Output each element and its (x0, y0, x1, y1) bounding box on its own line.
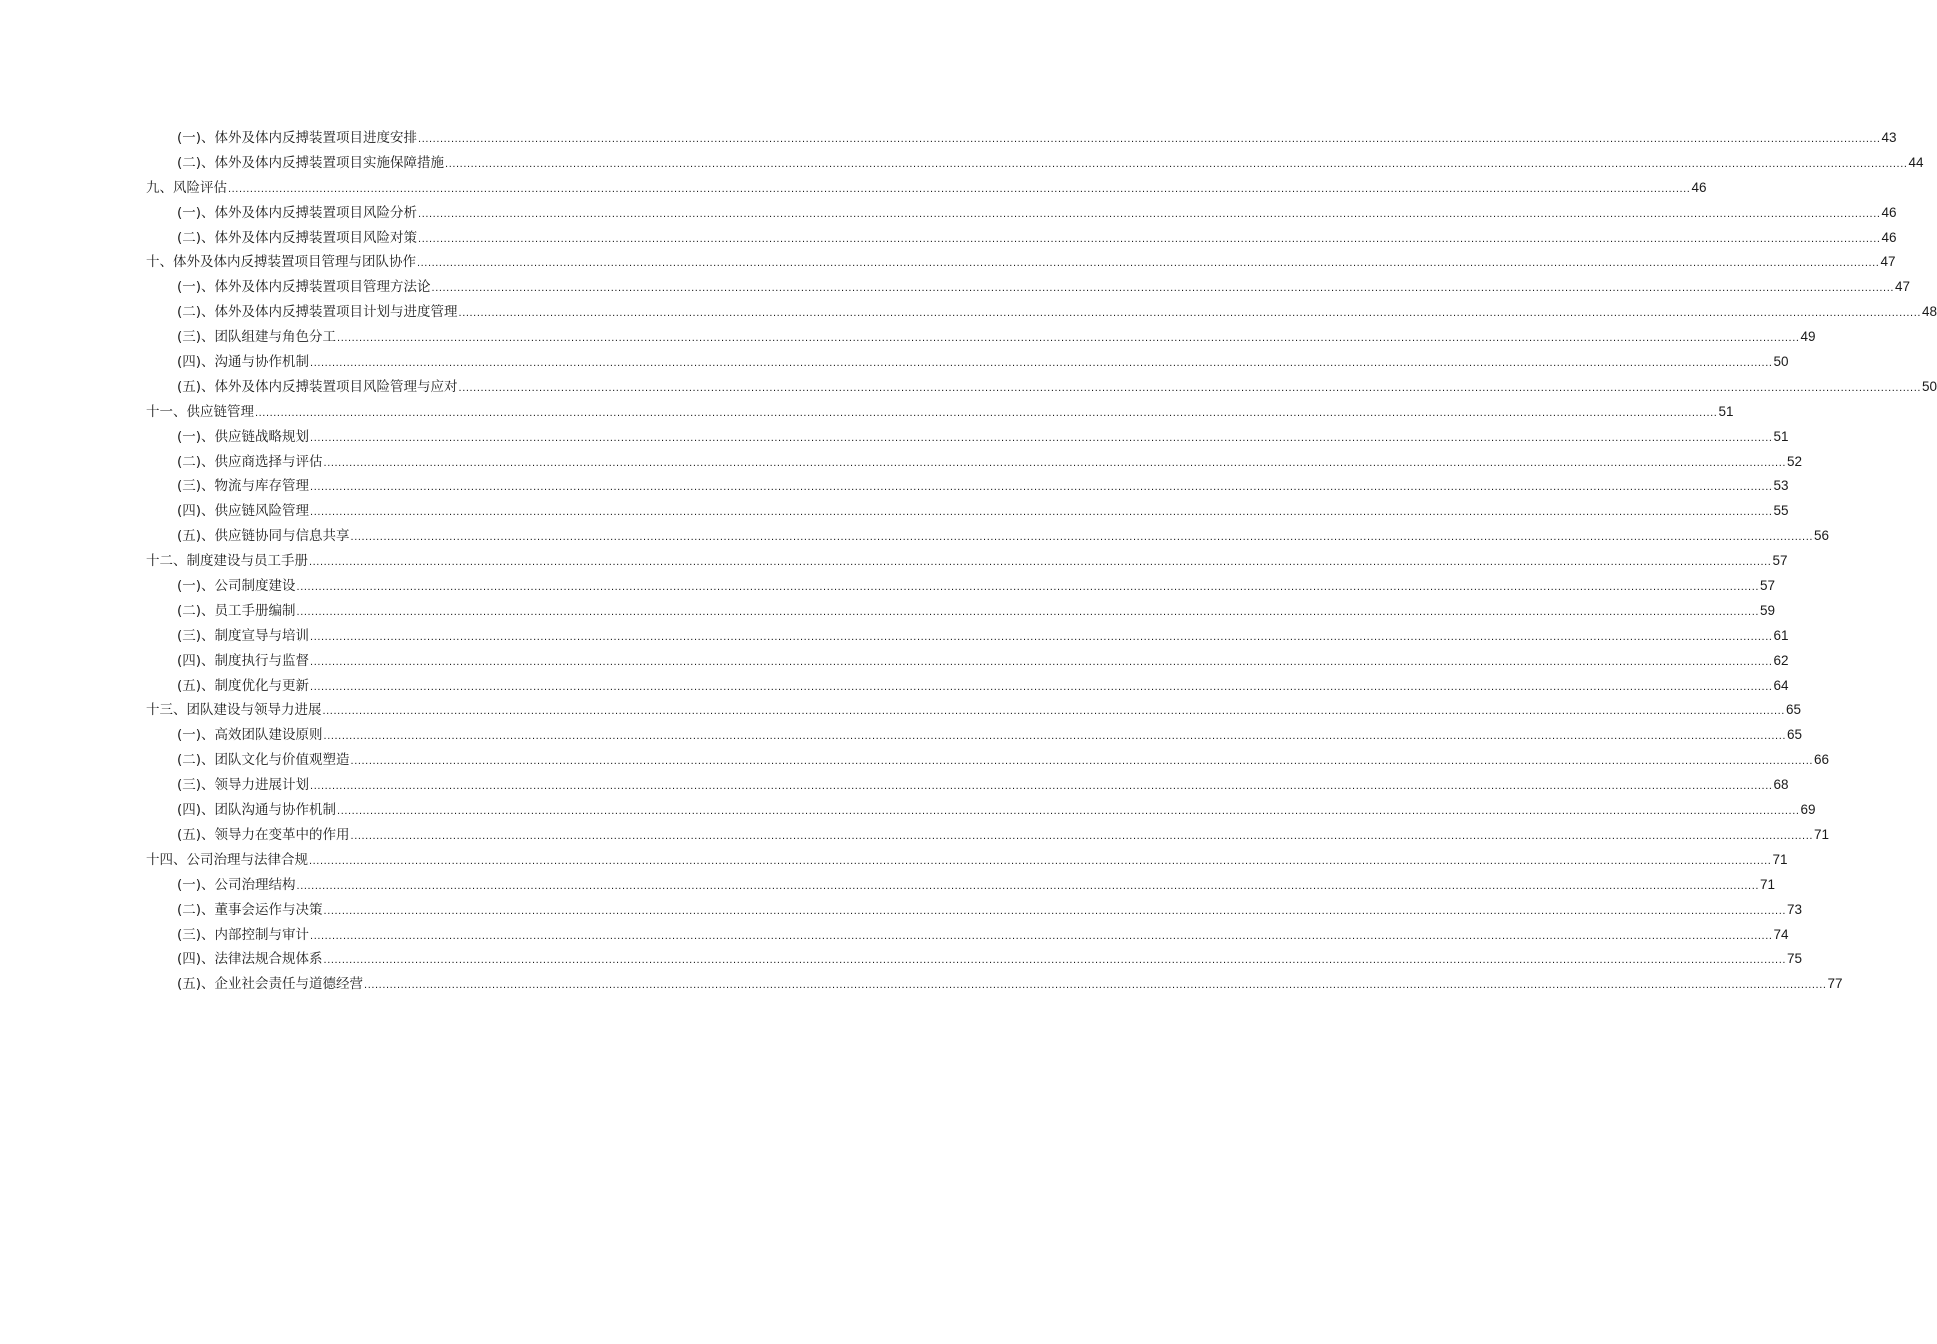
toc-entry-title: (一)、公司制度建设 (177, 578, 296, 595)
toc-dot-leader: ................................................................................................................................................................................................................................................................................................................................................................................................................ (322, 705, 1785, 718)
toc-page-number: 48 (1922, 304, 1937, 320)
toc-page-number: 59 (1760, 602, 1776, 618)
toc-entry-title: (五)、制度优化与更新 (177, 677, 310, 694)
toc-page-number: 65 (1785, 702, 1801, 718)
toc-chapter-entry[interactable] (146, 549, 1788, 574)
toc-page-number: 47 (1880, 254, 1896, 270)
toc-page-number: 65 (1787, 727, 1803, 743)
toc-dot-leader: ................................................................................................................................................................................................................................................................................................................................................................................................................ (310, 655, 1773, 668)
toc-chapter-entry[interactable] (146, 400, 1734, 425)
toc-page-number: 46 (1881, 204, 1897, 220)
toc-entry-title: (三)、内部控制与审计 (177, 926, 310, 943)
toc-chapter-entry[interactable] (146, 698, 1801, 723)
table-of-contents (146, 126, 1937, 997)
toc-page-number: 57 (1772, 553, 1788, 569)
toc-dot-leader: ................................................................................................................................................................................................................................................................................................................................................................................................................ (337, 332, 1800, 345)
toc-section-entry[interactable] (146, 474, 1789, 499)
toc-dot-leader: ................................................................................................................................................................................................................................................................................................................................................................................................................ (296, 581, 1760, 594)
toc-entry-title: (五)、企业社会责任与道德经营 (177, 976, 364, 993)
toc-page-number: 46 (1691, 179, 1707, 195)
toc-section-entry[interactable] (146, 798, 1816, 823)
toc-entry-title: (二)、供应商选择与评估 (177, 453, 323, 470)
toc-dot-leader: ................................................................................................................................................................................................................................................................................................................................................................................................................ (418, 232, 1881, 245)
toc-page-number: 64 (1773, 677, 1789, 693)
toc-dot-leader: ................................................................................................................................................................................................................................................................................................................................................................................................................ (323, 954, 1787, 967)
toc-page-number: 52 (1787, 453, 1803, 469)
toc-section-entry[interactable] (146, 649, 1789, 674)
toc-entry-title: (一)、供应链战略规划 (177, 428, 310, 445)
toc-page-number: 66 (1814, 752, 1830, 768)
toc-dot-leader: ................................................................................................................................................................................................................................................................................................................................................................................................................ (310, 357, 1773, 370)
toc-page-number: 69 (1800, 802, 1816, 818)
toc-dot-leader: ................................................................................................................................................................................................................................................................................................................................................................................................................ (431, 282, 1895, 295)
toc-page-number: 49 (1800, 329, 1816, 345)
toc-section-entry[interactable] (146, 499, 1789, 524)
toc-entry-title: (三)、物流与库存管理 (177, 478, 310, 495)
toc-entry-title: 十、体外及体内反搏装置项目管理与团队协作 (146, 254, 416, 271)
toc-page-number: 75 (1787, 951, 1803, 967)
toc-page-number: 51 (1718, 403, 1734, 419)
toc-dot-leader: ................................................................................................................................................................................................................................................................................................................................................................................................................ (309, 556, 1772, 569)
toc-dot-leader: ................................................................................................................................................................................................................................................................................................................................................................................................................ (337, 805, 1800, 818)
toc-entry-title: (五)、领导力在变革中的作用 (177, 826, 350, 843)
toc-section-entry[interactable] (146, 226, 1897, 251)
toc-entry-title: (三)、制度宣导与培训 (177, 627, 310, 644)
toc-chapter-entry[interactable] (146, 848, 1788, 873)
toc-section-entry[interactable] (146, 823, 1830, 848)
toc-section-entry[interactable] (146, 748, 1830, 773)
toc-section-entry[interactable] (146, 275, 1911, 300)
toc-section-entry[interactable] (146, 450, 1803, 475)
toc-dot-leader: ................................................................................................................................................................................................................................................................................................................................................................................................................ (364, 979, 1827, 992)
toc-section-entry[interactable] (146, 674, 1789, 699)
toc-dot-leader: ................................................................................................................................................................................................................................................................................................................................................................................................................ (310, 680, 1773, 693)
toc-dot-leader: ................................................................................................................................................................................................................................................................................................................................................................................................................ (445, 157, 1908, 170)
toc-section-entry[interactable] (146, 972, 1843, 997)
toc-page-number: 57 (1760, 578, 1776, 594)
toc-section-entry[interactable] (146, 923, 1789, 948)
toc-dot-leader: ................................................................................................................................................................................................................................................................................................................................................................................................................ (310, 780, 1773, 793)
toc-entry-title: (二)、体外及体内反搏装置项目计划与进度管理 (177, 304, 458, 321)
toc-section-entry[interactable] (146, 375, 1937, 400)
toc-dot-leader: ................................................................................................................................................................................................................................................................................................................................................................................................................ (310, 481, 1773, 494)
toc-dot-leader: ................................................................................................................................................................................................................................................................................................................................................................................................................ (323, 904, 1787, 917)
toc-section-entry[interactable] (146, 723, 1803, 748)
toc-entry-title: (五)、体外及体内反搏装置项目风险管理与应对 (177, 378, 458, 395)
toc-entry-title: 十三、团队建设与领导力进展 (146, 702, 322, 719)
toc-entry-title: (二)、员工手册编制 (177, 602, 296, 619)
toc-section-entry[interactable] (146, 425, 1789, 450)
toc-dot-leader: ................................................................................................................................................................................................................................................................................................................................................................................................................ (350, 755, 1814, 768)
toc-dot-leader: ................................................................................................................................................................................................................................................................................................................................................................................................................ (296, 879, 1760, 892)
toc-dot-leader: ................................................................................................................................................................................................................................................................................................................................................................................................................ (255, 406, 1718, 419)
toc-chapter-entry[interactable] (146, 176, 1707, 201)
toc-entry-title: 十二、制度建设与员工手册 (146, 553, 308, 570)
toc-section-entry[interactable] (146, 350, 1789, 375)
toc-dot-leader: ................................................................................................................................................................................................................................................................................................................................................................................................................ (228, 182, 1691, 195)
toc-dot-leader: ................................................................................................................................................................................................................................................................................................................................................................................................................ (310, 431, 1773, 444)
toc-entry-title: (四)、制度执行与监督 (177, 652, 310, 669)
toc-dot-leader: ................................................................................................................................................................................................................................................................................................................................................................................................................ (418, 133, 1881, 145)
toc-entry-title: (四)、沟通与协作机制 (177, 354, 310, 371)
toc-section-entry[interactable] (146, 898, 1803, 923)
toc-entry-title: 十一、供应链管理 (146, 403, 254, 420)
toc-dot-leader: ................................................................................................................................................................................................................................................................................................................................................................................................................ (323, 730, 1787, 743)
toc-section-entry[interactable] (146, 201, 1897, 226)
toc-page-number: 53 (1773, 478, 1789, 494)
toc-entry-title: 十四、公司治理与法律合规 (146, 851, 308, 868)
toc-entry-title: (二)、体外及体内反搏装置项目风险对策 (177, 229, 418, 246)
toc-page-number: 50 (1922, 378, 1937, 394)
toc-entry-title: (四)、法律法规合规体系 (177, 951, 323, 968)
toc-dot-leader: ................................................................................................................................................................................................................................................................................................................................................................................................................ (310, 630, 1773, 643)
toc-page-number: 55 (1773, 503, 1789, 519)
toc-dot-leader: ................................................................................................................................................................................................................................................................................................................................................................................................................ (350, 829, 1814, 842)
toc-page-number: 73 (1787, 901, 1803, 917)
toc-entry-title: (三)、团队组建与角色分工 (177, 329, 337, 346)
toc-entry-title: (一)、体外及体内反搏装置项目风险分析 (177, 204, 418, 221)
toc-page-number: 68 (1773, 777, 1789, 793)
toc-section-entry[interactable] (146, 151, 1924, 176)
toc-page-number: 71 (1814, 826, 1830, 842)
toc-section-entry[interactable] (146, 524, 1830, 549)
toc-section-entry[interactable] (146, 624, 1789, 649)
toc-entry-title: (二)、董事会运作与决策 (177, 901, 323, 918)
toc-entry-title: 九、风险评估 (146, 179, 227, 196)
toc-page-number: 61 (1773, 627, 1789, 643)
toc-dot-leader: ................................................................................................................................................................................................................................................................................................................................................................................................................ (350, 531, 1814, 544)
toc-dot-leader: ................................................................................................................................................................................................................................................................................................................................................................................................................ (458, 307, 1922, 320)
toc-dot-leader: ................................................................................................................................................................................................................................................................................................................................................................................................................ (309, 854, 1772, 867)
toc-page-number: 62 (1773, 652, 1789, 668)
toc-dot-leader: ................................................................................................................................................................................................................................................................................................................................................................................................................ (417, 257, 1880, 270)
toc-dot-leader: ................................................................................................................................................................................................................................................................................................................................................................................................................ (323, 456, 1787, 469)
toc-dot-leader: ................................................................................................................................................................................................................................................................................................................................................................................................................ (418, 207, 1881, 220)
toc-chapter-entry[interactable] (146, 250, 1896, 275)
toc-page-number: 71 (1772, 851, 1788, 867)
toc-page-number: 47 (1895, 279, 1911, 295)
toc-entry-title: (一)、体外及体内反搏装置项目管理方法论 (177, 279, 431, 296)
toc-section-entry[interactable] (146, 126, 1897, 151)
toc-entry-title: (一)、高效团队建设原则 (177, 727, 323, 744)
toc-page-number: 74 (1773, 926, 1789, 942)
toc-dot-leader: ................................................................................................................................................................................................................................................................................................................................................................................................................ (296, 605, 1760, 618)
toc-entry-title: (二)、体外及体内反搏装置项目实施保障措施 (177, 154, 445, 171)
toc-entry-title: (三)、领导力进展计划 (177, 777, 310, 794)
toc-page-number: 56 (1814, 528, 1830, 544)
toc-page-number: 43 (1881, 130, 1897, 145)
toc-section-entry[interactable] (146, 773, 1789, 798)
toc-page-number: 51 (1773, 428, 1789, 444)
toc-entry-title: (四)、团队沟通与协作机制 (177, 802, 337, 819)
toc-section-entry[interactable] (146, 300, 1937, 325)
toc-entry-title: (五)、供应链协同与信息共享 (177, 528, 350, 545)
toc-entry-title: (二)、团队文化与价值观塑造 (177, 752, 350, 769)
toc-section-entry[interactable] (146, 947, 1803, 972)
toc-section-entry[interactable] (146, 873, 1776, 898)
toc-page-number: 46 (1881, 229, 1897, 245)
toc-dot-leader: ................................................................................................................................................................................................................................................................................................................................................................................................................ (310, 929, 1773, 942)
toc-section-entry[interactable] (146, 574, 1776, 599)
toc-page-number: 50 (1773, 354, 1789, 370)
toc-dot-leader: ................................................................................................................................................................................................................................................................................................................................................................................................................ (458, 381, 1922, 394)
toc-page-number: 44 (1908, 154, 1924, 170)
toc-entry-title: (四)、供应链风险管理 (177, 503, 310, 520)
toc-entry-title: (一)、公司治理结构 (177, 876, 296, 893)
toc-entry-title: (一)、体外及体内反搏装置项目进度安排 (177, 130, 418, 146)
toc-dot-leader: ................................................................................................................................................................................................................................................................................................................................................................................................................ (310, 506, 1773, 519)
toc-section-entry[interactable] (146, 325, 1816, 350)
toc-section-entry[interactable] (146, 599, 1776, 624)
toc-page-number: 71 (1760, 876, 1776, 892)
toc-page-number: 77 (1827, 976, 1843, 992)
